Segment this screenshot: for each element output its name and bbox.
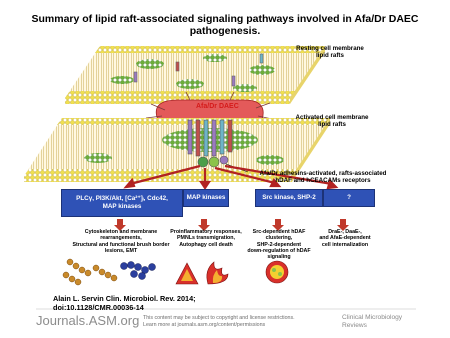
outcome-hdaf-clustering: Src-dependent hDAF clustering, SHP-2-dependent down-regulation of hDAF signaling — [247, 229, 311, 261]
pathway-box-src-shp2: Src kinase, SHP-2 — [255, 189, 323, 207]
bacteria-label: Afa/Dr DAEC — [196, 103, 239, 110]
journals-logo[interactable]: Journals.ASM.org — [36, 313, 140, 328]
resting-membrane — [65, 46, 325, 104]
copyright-notice: This content may be subject to copyright and license restrictions. Learn more at journals.asm.org/content/permissions — [143, 315, 295, 328]
outcome-internalization: DraE-, DaaE-, and AfaE-dependent cell internalization — [319, 229, 371, 248]
pathway-box-map-kinases: MAP kinases — [183, 189, 229, 207]
figure-title: Summary of lipid raft-associated signaling pathways involved in Afa/Dr DAEC pathogenesis. — [31, 13, 419, 37]
journal-name: Clinical Microbiology Reviews — [342, 314, 403, 329]
resting-membrane-label: Resting cell membrane lipid rafts — [296, 45, 364, 60]
pathway-box-unknown: ? — [323, 189, 375, 207]
receptors-label: Afa/Dr adhesins-activated, rafts-associated hDAF and hCEACAMs receptors — [259, 170, 387, 185]
outcome-cytoskeleton: Cytoskeleton and membrane rearrangements, Structural and functional brush border lesions, EMT — [72, 229, 170, 254]
cell-illustrations — [63, 259, 288, 285]
outcome-inflammation: Proinflammatory responses, PMNLs transmigration, Autophagy cell death — [170, 229, 242, 248]
activated-membrane-label: Activated cell membrane lipid rafts — [295, 114, 369, 129]
pathway-box-plc: PLCγ, PI3K/Akt, [Ca²⁺]ᵢ, Cdc42, MAP kinases — [61, 189, 183, 217]
citation: Alain L. Servin Clin. Microbiol. Rev. 2014; doi:10.1128/CMR.00036-14 — [53, 294, 196, 312]
